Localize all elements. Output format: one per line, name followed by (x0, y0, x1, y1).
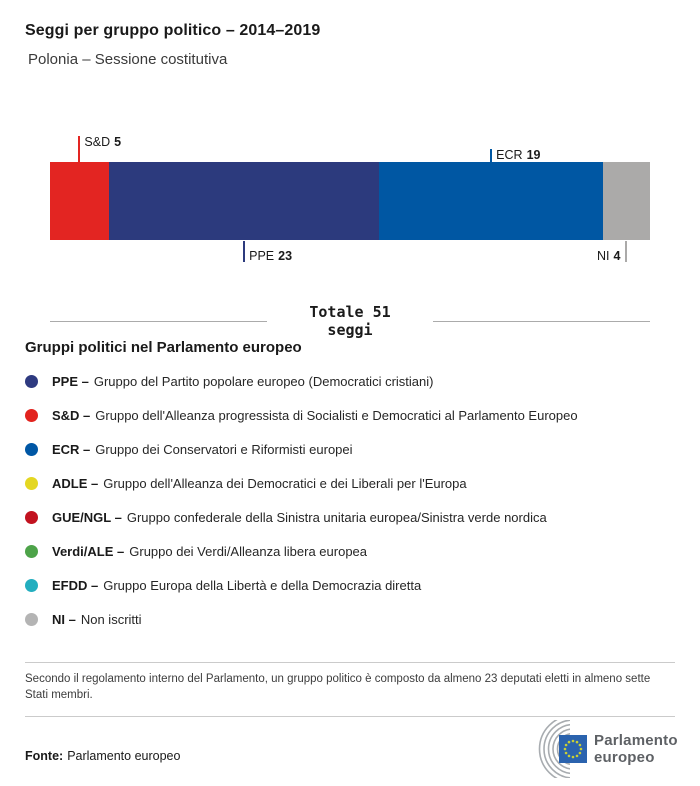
legend-item-description: Non iscritti (80, 611, 142, 627)
legend-item-description: Gruppo Europa della Libertà e della Democrazia diretta (103, 577, 422, 593)
legend-item-label: NI – (52, 611, 76, 627)
callout-group-name: PPE (249, 249, 275, 263)
legend-item (25, 432, 685, 466)
total-seats-line2: seggi (327, 321, 373, 339)
legend-item-description: Gruppo dei Conservatori e Riformisti europei (95, 441, 353, 457)
legend-list (25, 364, 685, 636)
legend-item-label: Verdi/ALE – (52, 543, 125, 559)
bar-segment-ecr (379, 162, 603, 240)
legend-heading: Gruppi politici nel Parlamento europeo (25, 339, 302, 356)
legend-item (25, 500, 685, 534)
legend-item-description: Gruppo dell'Alleanza dei Democratici e dei Liberali per l'Europa (103, 475, 467, 491)
legend-color-dot-icon (25, 613, 38, 626)
legend-item (25, 398, 685, 432)
source-label: Fonte: (25, 749, 64, 763)
page-subtitle: Polonia – Sessione costitutiva (28, 51, 228, 68)
legend-item-label: ECR – (52, 441, 91, 457)
total-divider-right (433, 321, 650, 322)
legend-item (25, 568, 685, 602)
total-seats-row (50, 303, 650, 339)
total-seats-label (309, 303, 390, 339)
callout-label-ppe (249, 249, 292, 263)
callout-group-name: ECR (496, 148, 523, 162)
seats-bar-chart (0, 0, 700, 300)
page-title: Seggi per gruppo politico – 2014–2019 (25, 22, 321, 39)
callout-group-name: NI (597, 249, 610, 263)
legend-color-dot-icon (25, 511, 38, 524)
callout-label-ecr (496, 148, 540, 162)
callout-label-ni (597, 249, 620, 263)
legend-color-dot-icon (25, 375, 38, 388)
source-text: Parlamento europeo (67, 749, 181, 763)
callout-seat-count: 5 (114, 135, 122, 149)
legend-item-label: PPE – (52, 373, 89, 389)
legend-color-dot-icon (25, 579, 38, 592)
legend-item-label: S&D – (52, 407, 91, 423)
legend-item-description: Gruppo confederale della Sinistra unitaria europea/Sinistra verde nordica (126, 509, 547, 525)
bar-segment-ni (603, 162, 650, 240)
legend-item (25, 602, 685, 636)
callout-line-ppe (243, 241, 245, 262)
legend-item-description: Gruppo dei Verdi/Alleanza libera europea (129, 543, 368, 559)
legend-item-label: EFDD – (52, 577, 99, 593)
callout-seat-count: 19 (526, 148, 541, 162)
legend-item-label: GUE/NGL – (52, 509, 122, 525)
legend-item-description: Gruppo dell'Alleanza progressista di Socialisti e Democratici al Parlamento Europeo (95, 407, 578, 423)
legend-color-dot-icon (25, 545, 38, 558)
european-parliament-logo (518, 720, 686, 778)
eu-flag-icon (559, 735, 587, 763)
legend-item-label: ADLE – (52, 475, 99, 491)
logo-text-line1: Parlamento (594, 732, 678, 749)
note-top-divider (25, 662, 675, 663)
bar-segment-sd (50, 162, 109, 240)
stacked-bar (50, 162, 650, 240)
legend-item-description: Gruppo del Partito popolare europeo (Democratici cristiani) (93, 373, 434, 389)
callout-group-name: S&D (84, 135, 111, 149)
total-divider-left (50, 321, 267, 322)
legend-color-dot-icon (25, 409, 38, 422)
footnote: Secondo il regolamento interno del Parlamento, un gruppo politico è composto da almeno 23 deputati eletti in almeno sette Stati membri. (25, 673, 651, 701)
logo-text (594, 732, 678, 766)
legend-item (25, 364, 685, 398)
callout-line-sd (78, 136, 80, 162)
callout-line-ecr (490, 149, 492, 162)
callout-line-ni (625, 241, 627, 262)
callout-seat-count: 23 (278, 249, 293, 263)
total-seats-line1: Totale 51 (309, 303, 391, 321)
callout-seat-count: 4 (613, 249, 621, 263)
note-bottom-divider (25, 716, 675, 717)
source-line (25, 749, 180, 763)
callout-label-sd (84, 135, 121, 149)
logo-text-line2: europeo (594, 749, 655, 766)
legend-item (25, 534, 685, 568)
legend-color-dot-icon (25, 443, 38, 456)
legend-item (25, 466, 685, 500)
bar-segment-ppe (109, 162, 380, 240)
legend-color-dot-icon (25, 477, 38, 490)
hemicycle-eu-flag-icon (518, 720, 592, 778)
